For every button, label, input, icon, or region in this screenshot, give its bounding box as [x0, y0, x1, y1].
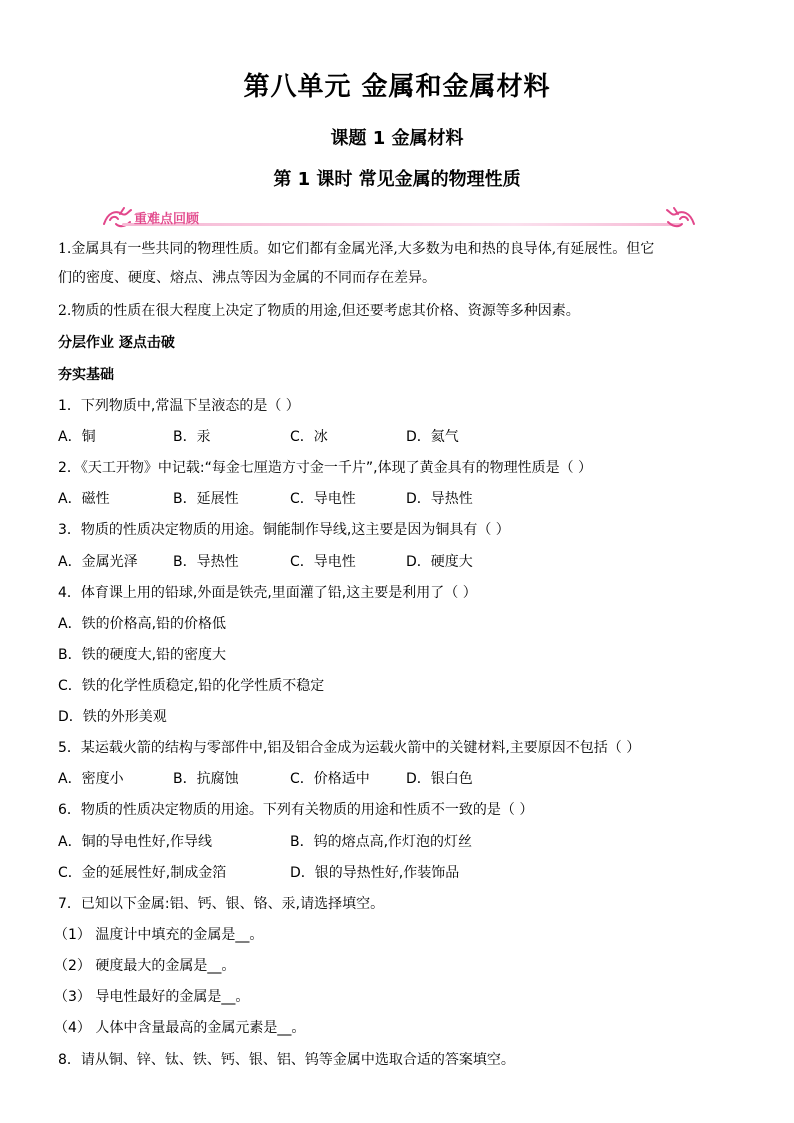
question-1-stem: 1．下列物质中,常温下呈液态的是（ ） — [58, 398, 300, 414]
option-c[interactable]: C．导电性 — [290, 491, 356, 507]
question-4-option-d[interactable]: D．铁的外形美观 — [58, 709, 167, 725]
question-4-option-c[interactable]: C．铁的化学性质稳定,铅的化学性质不稳定 — [58, 678, 325, 694]
option-d[interactable]: D．银的导热性好,作装饰品 — [290, 865, 460, 881]
review-line-1: 1.金属具有一些共同的物理性质。如它们都有金属光泽,大多数为电和热的良导体,有延展性。但它 — [58, 241, 655, 257]
dragon-left-icon — [100, 206, 134, 230]
option-c[interactable]: C．冰 — [290, 429, 328, 445]
question-8-stem: 8．请从铜、锌、钛、铁、钙、银、铝、钨等金属中选取合适的答案填空。 — [58, 1052, 515, 1068]
option-a[interactable]: A．密度小 — [58, 771, 124, 787]
question-2-options — [58, 488, 758, 508]
option-b[interactable]: B．抗腐蚀 — [173, 771, 239, 787]
option-a[interactable]: A．铜 — [58, 429, 96, 445]
question-6-options-row-2 — [58, 862, 758, 882]
option-c[interactable]: C．金的延展性好,制成金箔 — [58, 865, 227, 881]
question-6-options-row-1 — [58, 831, 758, 851]
question-5-options — [58, 768, 758, 788]
question-7-item-2[interactable]: （2） 硬度最大的金属是__。 — [54, 958, 236, 974]
period-title: 第 1 课时 常见金属的物理性质 — [273, 169, 521, 190]
question-6-stem: 6．物质的性质决定物质的用途。下列有关物质的用途和性质不一致的是（ ） — [58, 802, 534, 818]
banner-label: 重难点回顾 — [134, 212, 200, 227]
section-heading: 分层作业 逐点击破 — [58, 335, 175, 351]
option-b[interactable]: B．钨的熔点高,作灯泡的灯丝 — [290, 834, 473, 850]
question-7-item-1[interactable]: （1） 温度计中填充的金属是__。 — [54, 927, 264, 943]
dragon-right-icon — [664, 206, 698, 230]
question-1-options — [58, 426, 758, 446]
subsection-heading: 夯实基础 — [58, 367, 114, 383]
question-3-stem: 3．物质的性质决定物质的用途。铜能制作导线,这主要是因为铜具有（ ） — [58, 522, 510, 538]
option-d[interactable]: D．氦气 — [406, 429, 459, 445]
review-line-2: 们的密度、硬度、熔点、沸点等因为金属的不同而存在差异。 — [58, 270, 436, 286]
review-line-3: 2.物质的性质在很大程度上决定了物质的用途,但还要考虑其价格、资源等多种因素。 — [58, 303, 580, 319]
option-b[interactable]: B．汞 — [173, 429, 211, 445]
question-5-stem: 5．某运载火箭的结构与零部件中,铝及铝合金成为运载火箭中的关键材料,主要原因不包括（ ） — [58, 740, 641, 756]
lesson-title: 课题 1 金属材料 — [330, 128, 464, 149]
banner-line — [122, 223, 682, 226]
question-7-item-3[interactable]: （3） 导电性最好的金属是__。 — [54, 989, 250, 1005]
question-4-stem: 4．体育课上用的铅球,外面是铁壳,里面灌了铅,这主要是利用了（ ） — [58, 585, 477, 601]
option-a[interactable]: A．铜的导电性好,作导线 — [58, 834, 213, 850]
option-b[interactable]: B．导热性 — [173, 554, 239, 570]
option-d[interactable]: D．硬度大 — [406, 554, 473, 570]
question-7-item-4[interactable]: （4） 人体中含量最高的金属元素是__。 — [54, 1020, 306, 1036]
key-points-banner — [100, 206, 698, 232]
option-a[interactable]: A．磁性 — [58, 491, 110, 507]
question-4-option-a[interactable]: A．铁的价格高,铅的价格低 — [58, 616, 227, 632]
option-a[interactable]: A．金属光泽 — [58, 554, 138, 570]
option-c[interactable]: C．价格适中 — [290, 771, 370, 787]
option-d[interactable]: D．导热性 — [406, 491, 473, 507]
option-d[interactable]: D．银白色 — [406, 771, 473, 787]
option-c[interactable]: C．导电性 — [290, 554, 356, 570]
question-2-stem: 2．《天工开物》中记载:“每金七厘造方寸金一千片”,体现了黄金具有的物理性质是（ ） — [58, 460, 593, 476]
question-3-options — [58, 551, 758, 571]
question-7-stem: 7．已知以下金属:铝、钙、银、铬、汞,请选择填空。 — [58, 896, 385, 912]
question-4-option-b[interactable]: B．铁的硬度大,铅的密度大 — [58, 647, 227, 663]
unit-title: 第八单元 金属和金属材料 — [243, 72, 551, 102]
option-b[interactable]: B．延展性 — [173, 491, 239, 507]
